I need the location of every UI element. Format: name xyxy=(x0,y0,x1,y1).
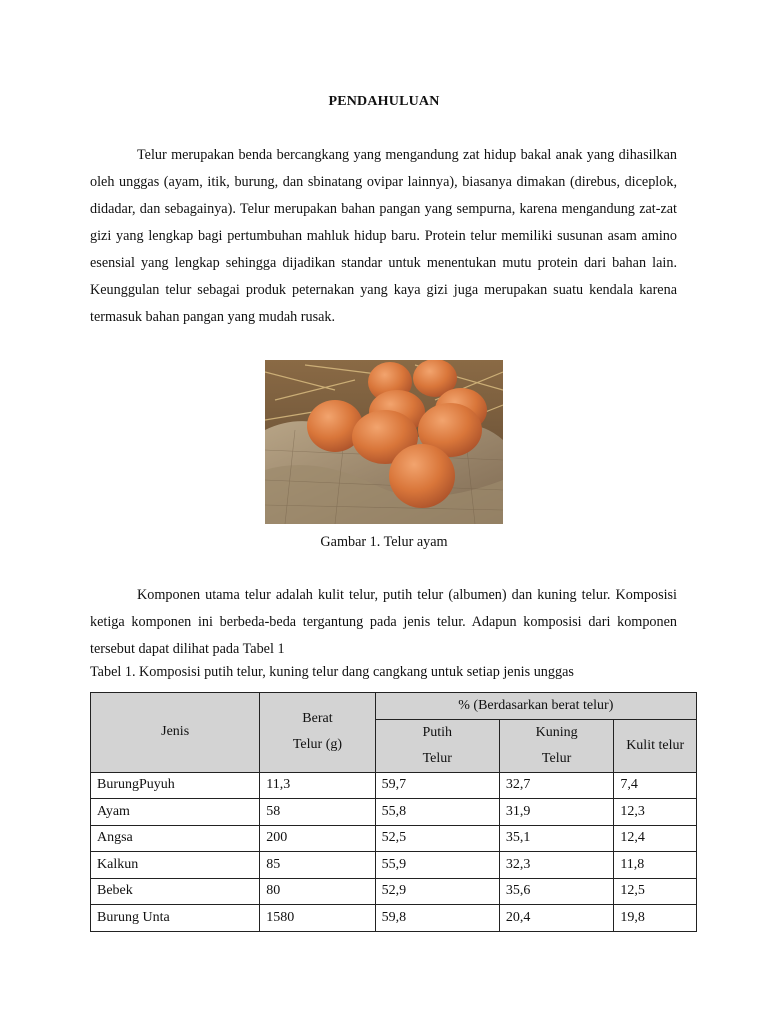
header-putih-line2: Telur xyxy=(422,750,452,766)
cell-putih: 52,9 xyxy=(375,878,499,905)
cell-berat: 80 xyxy=(260,878,375,905)
cell-kulit: 12,4 xyxy=(614,825,697,852)
table-title: Tabel 1. Komposisi putih telur, kuning telur dang cangkang untuk setiap jenis unggas xyxy=(90,664,574,680)
cell-berat: 58 xyxy=(260,799,375,826)
table-row xyxy=(91,825,697,852)
cell-kuning: 32,7 xyxy=(499,772,613,799)
header-jenis: Jenis xyxy=(91,693,260,773)
cell-putih: 59,8 xyxy=(375,905,499,932)
figure-caption: Gambar 1. Telur ayam xyxy=(320,534,448,550)
cell-kuning: 35,6 xyxy=(499,878,613,905)
table-header-row xyxy=(91,693,697,720)
cell-kulit: 11,8 xyxy=(614,852,697,879)
table-row xyxy=(91,799,697,826)
cell-putih: 52,5 xyxy=(375,825,499,852)
cell-berat: 85 xyxy=(260,852,375,879)
header-kulit: Kulit telur xyxy=(614,719,697,772)
cell-kulit: 12,3 xyxy=(614,799,697,826)
cell-kulit: 12,5 xyxy=(614,878,697,905)
page-title: PENDAHULUAN xyxy=(328,94,440,109)
cell-kuning: 35,1 xyxy=(499,825,613,852)
cell-berat: 1580 xyxy=(260,905,375,932)
intro-paragraph: Telur merupakan benda bercangkang yang mengandung zat hidup bakal anak yang dihasilkan oleh unggas (ayam, itik, burung, dan sbinatang ovipar lainnya), biasanya dimakan (direbus, diceplok, didadar, dan sebagainya). Telur merupakan bahan pangan yang sempurna, karena mengandung zat-zat gizi yang lengkap bagi pertumbuhan mahluk hidup baru. Protein telur memiliki susunan asam amino esensial yang lengkap sehingga dijadikan standar untuk menentukan mutu protein dari bahan lain. Keunggulan telur sebagai produk peternakan yang kaya gizi juga merupakan suatu kendala karena termasuk bahan pangan yang mudah rusak. xyxy=(90,147,677,325)
components-paragraph: Komponen utama telur adalah kulit telur, putih telur (albumen) dan kuning telur. Komposisi ketiga komponen ini berbeda-beda tergantung pada jenis telur. Adapun komposisi dari komponen tersebut dapat dilihat pada Tabel 1 xyxy=(90,587,677,657)
header-berat-line2: Telur (g) xyxy=(292,737,343,753)
header-kuning-line1: Kuning xyxy=(535,724,578,740)
cell-kuning: 31,9 xyxy=(499,799,613,826)
header-kuning-line2: Telur xyxy=(541,750,572,766)
table-row xyxy=(91,905,697,932)
cell-jenis: Bebek xyxy=(91,878,260,905)
table-row xyxy=(91,772,697,799)
header-percent-group: % (Berdasarkan berat telur) xyxy=(375,693,696,720)
cell-jenis: Angsa xyxy=(91,825,260,852)
cell-berat: 11,3 xyxy=(260,772,375,799)
cell-putih: 55,9 xyxy=(375,852,499,879)
header-putih xyxy=(375,719,499,772)
header-putih-line1: Putih xyxy=(422,724,453,740)
cell-jenis: Burung Unta xyxy=(91,905,260,932)
eggs-illustration xyxy=(265,360,503,524)
cell-berat: 200 xyxy=(260,825,375,852)
cell-putih: 55,8 xyxy=(375,799,499,826)
cell-jenis: Kalkun xyxy=(91,852,260,879)
cell-jenis: Ayam xyxy=(91,799,260,826)
cell-kuning: 20,4 xyxy=(499,905,613,932)
table-row xyxy=(91,852,697,879)
cell-kulit: 7,4 xyxy=(614,772,697,799)
cell-jenis: BurungPuyuh xyxy=(91,772,260,799)
cell-putih: 59,7 xyxy=(375,772,499,799)
header-berat xyxy=(260,693,375,773)
egg-photo xyxy=(265,360,503,524)
header-berat-line1: Berat xyxy=(302,711,333,727)
table-row xyxy=(91,878,697,905)
header-kuning xyxy=(499,719,613,772)
composition-table xyxy=(90,692,697,932)
cell-kuning: 32,3 xyxy=(499,852,613,879)
cell-kulit: 19,8 xyxy=(614,905,697,932)
